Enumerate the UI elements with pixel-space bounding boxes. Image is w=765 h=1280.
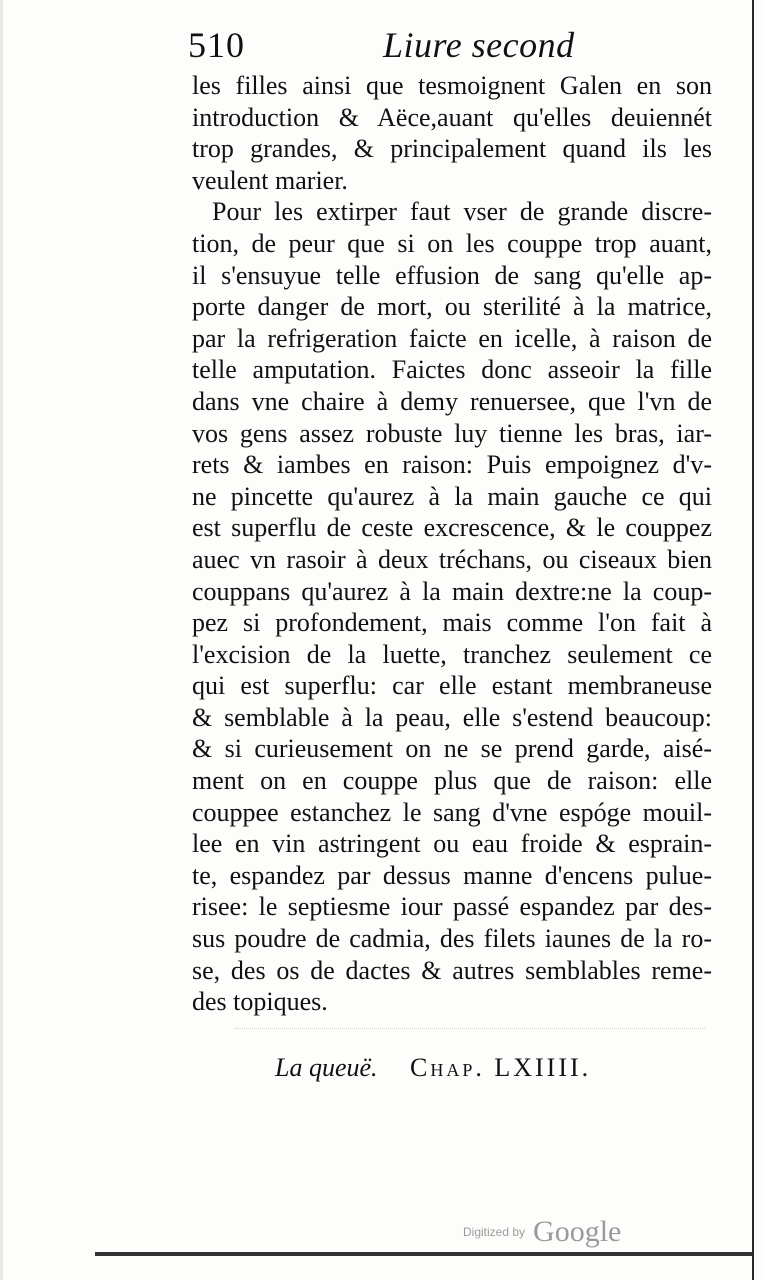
page-header <box>188 18 708 78</box>
text-line: des topiques. <box>192 987 328 1017</box>
text-line: il s'ensuyue telle effusion de sang qu'elle ap- <box>192 260 712 290</box>
text-line: lee en vin astringent ou eau froide & esprain- <box>192 829 712 859</box>
body-text <box>192 70 712 1018</box>
text-line: sus poudre de cadmia, des filets iaunes de la ro- <box>192 924 712 954</box>
text-line: te, espandez par dessus manne d'encens pulue- <box>192 860 712 890</box>
text-line: tion, de peur que si on les couppe trop auant, <box>192 228 712 258</box>
chapter-title: La queuë. <box>275 1053 378 1082</box>
text-line: qui est superflu: car elle estant membraneuse <box>192 671 712 701</box>
text-line: ne pincette qu'aurez à la main gauche ce qui <box>192 481 712 511</box>
text-line: Pour les extirper faut vser de grande discre- <box>212 197 712 227</box>
watermark-brand: Google <box>533 1215 622 1248</box>
text-line: par la refrigeration faicte en icelle, à raison de <box>192 323 712 353</box>
text-line: pez si profondement, mais comme l'on fait à <box>192 608 712 638</box>
text-line: vos gens assez robuste luy tienne les bras, iar- <box>192 418 712 448</box>
text-line: est superflu de ceste excrescence, & le couppez <box>192 513 712 543</box>
text-line: risee: le septiesme iour passé espandez par des- <box>192 892 712 922</box>
text-line: porte danger de mort, ou sterilité à la matrice, <box>192 292 712 322</box>
text-line: ment on en couppe plus que de raison: elle <box>192 766 712 796</box>
bleed-through-rule <box>235 1028 705 1047</box>
text-line: trop grandes, & principalement quand ils les <box>192 134 712 164</box>
text-line: l'excision de la luette, tranchez seulement ce <box>192 639 712 669</box>
text-line: couppans qu'aurez à la main dextre:ne la coup- <box>192 576 712 606</box>
digitization-watermark <box>463 1215 621 1249</box>
text-line: dans vne chaire à demy renuersee, que l'vn de <box>192 386 712 416</box>
chapter-number: Chap. LXIIII. <box>410 1053 592 1082</box>
text-line: telle amputation. Faictes donc asseoir la fille <box>192 355 712 385</box>
text-line: introduction & Aëce,auant qu'elles deuiennét <box>192 102 712 132</box>
watermark-prefix: Digitized by <box>463 1225 526 1239</box>
text-line: & semblable à la peau, elle s'estend beaucoup: <box>192 702 712 732</box>
text-line: veulent marier. <box>192 165 348 195</box>
page-number: 510 <box>188 25 245 65</box>
text-line: couppee estanchez le sang d'vne espóge mouil- <box>192 797 712 827</box>
text-line: auec vn rasoir à deux tréchans, ou ciseaux bien <box>192 544 712 574</box>
bottom-rule <box>95 1252 752 1256</box>
text-line: rets & iambes en raison: Puis empoignez d'v- <box>192 450 712 480</box>
running-head: Liure second <box>383 25 575 65</box>
text-line: & si curieusement on ne se prend garde, aisé- <box>192 734 712 764</box>
page-right-edge <box>752 0 754 1280</box>
text-line: les filles ainsi que tesmoignent Galen en son <box>192 71 712 100</box>
chapter-heading-row <box>275 1053 635 1093</box>
text-line: se, des os de dactes & autres semblables reme- <box>192 955 712 985</box>
page-left-edge <box>0 0 3 1280</box>
